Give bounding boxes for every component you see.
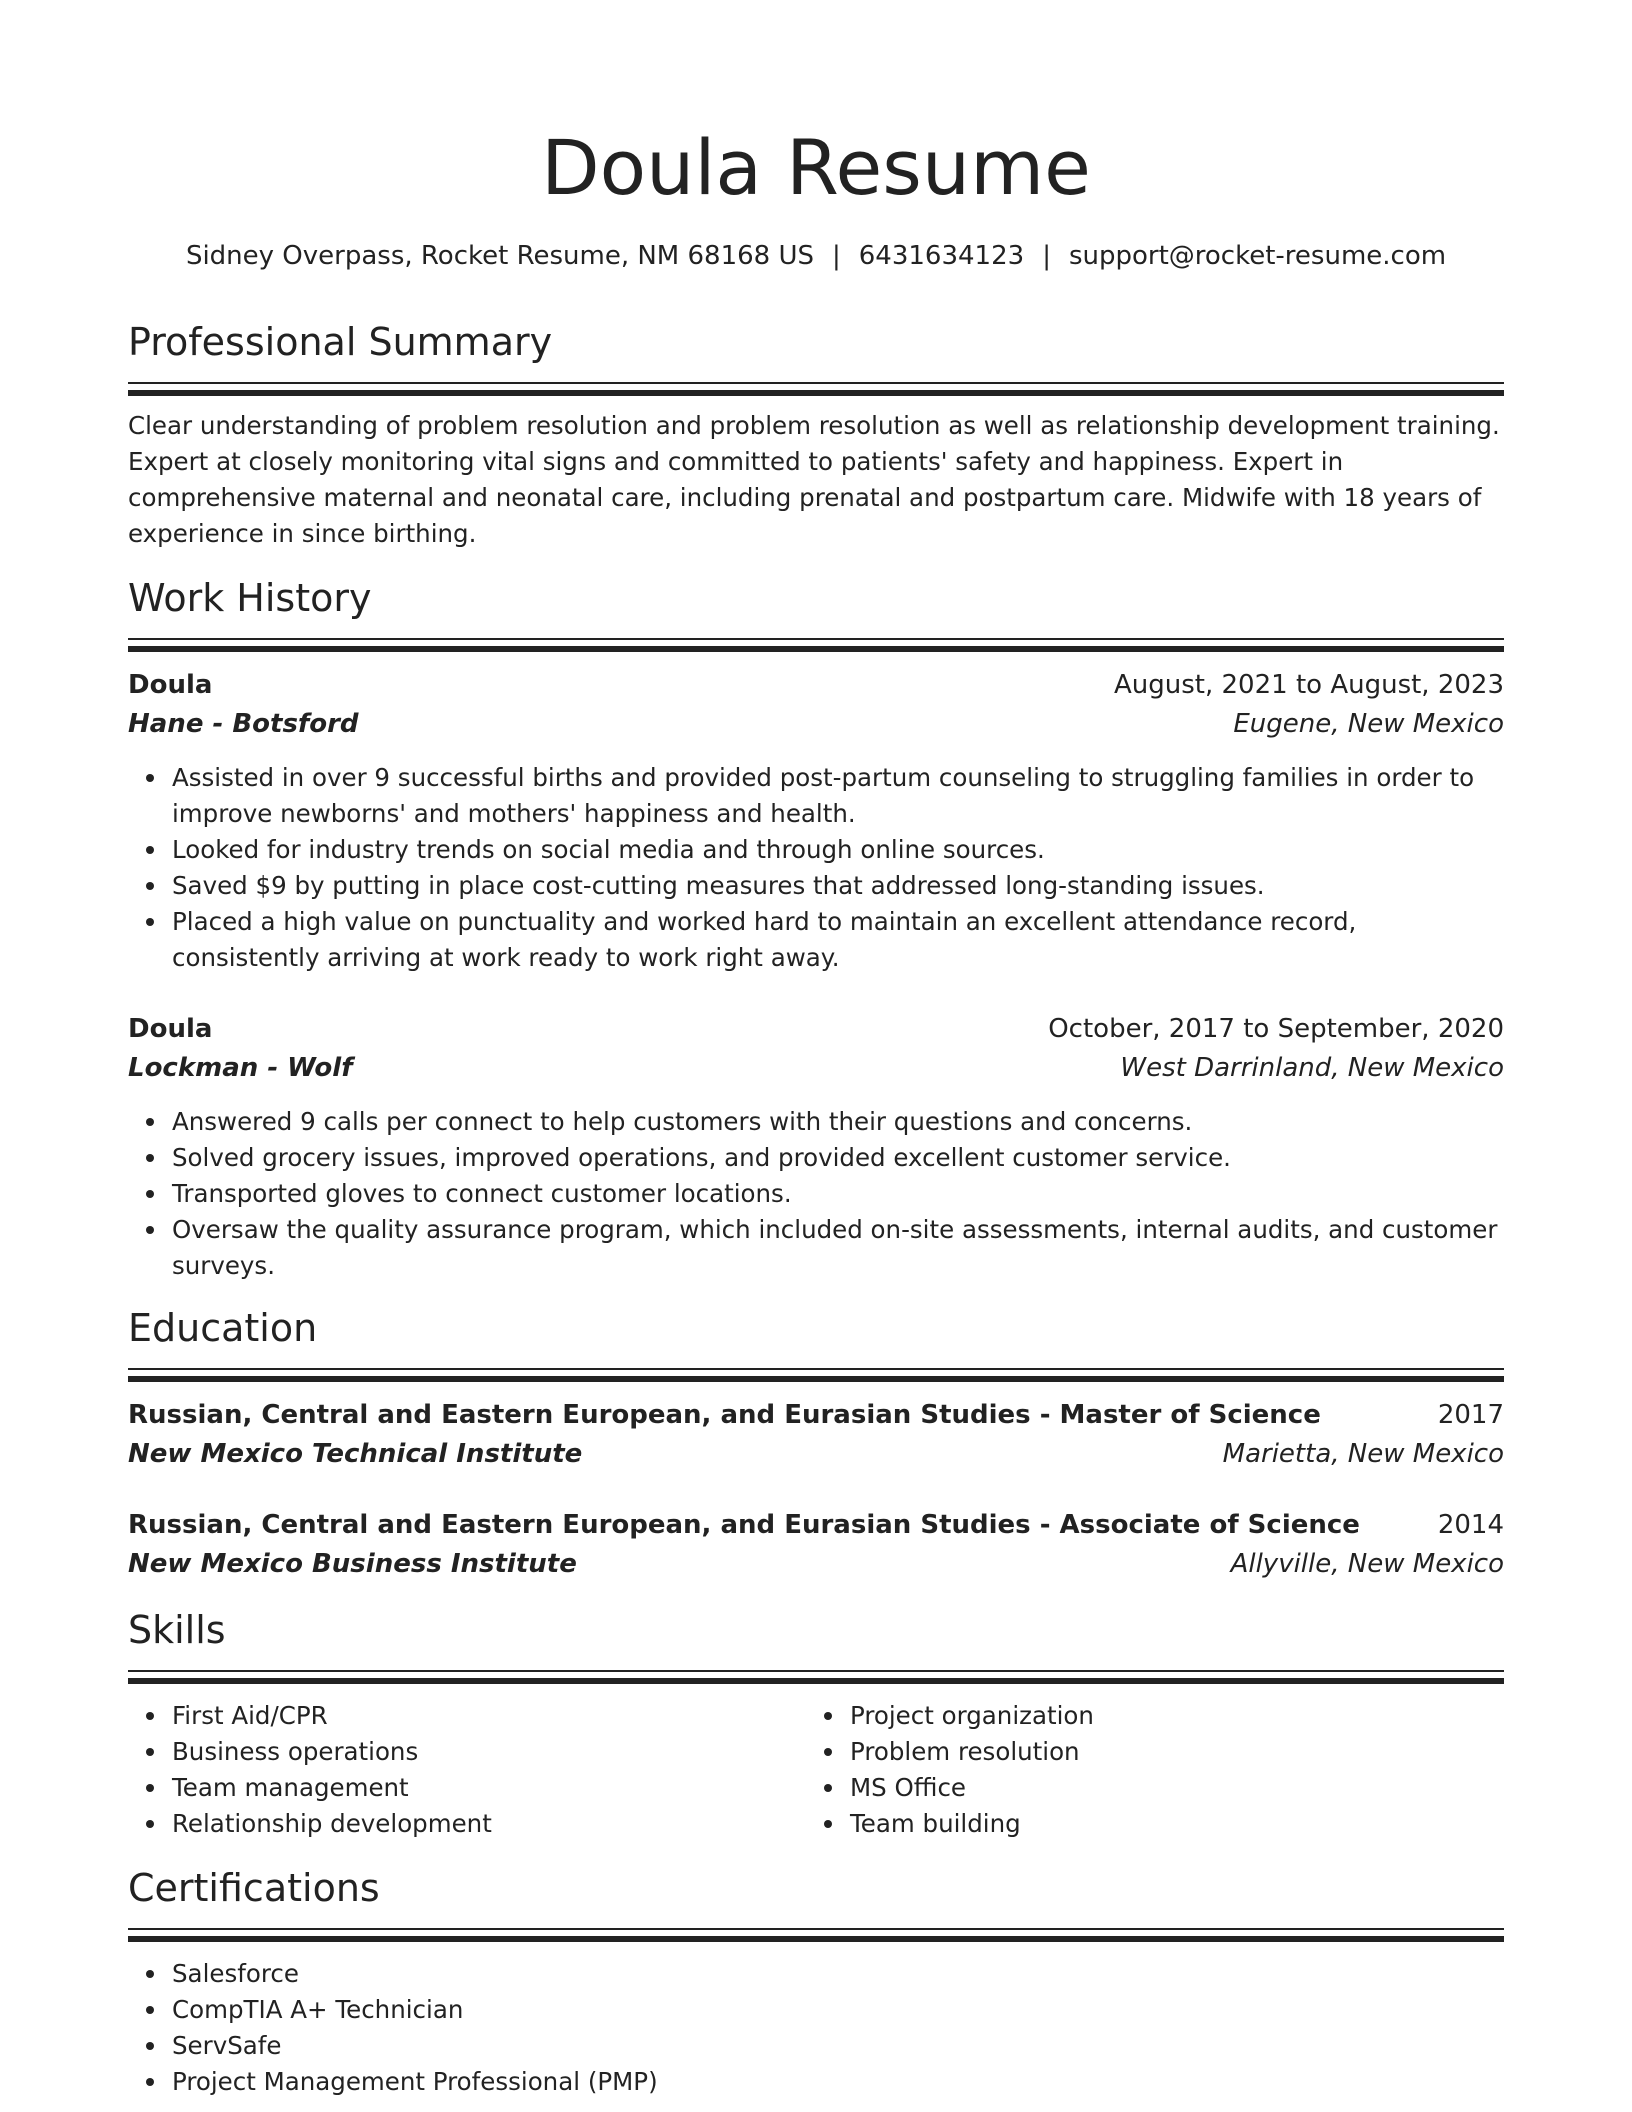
contact-phone: 6431634123 <box>858 241 1025 271</box>
section-divider <box>128 1368 1504 1370</box>
job-dates: August, 2021 to August, 2023 <box>1114 670 1504 700</box>
section-divider <box>128 382 1504 384</box>
section-heading: Certifications <box>128 1866 380 1910</box>
list-item: Saved $9 by putting in place cost-cutting measures that addressed long-standing issues. <box>172 868 1504 904</box>
skills-section <box>128 1604 1504 1848</box>
list-item: Oversaw the quality assurance program, which included on-site assessments, internal audits, and customer surveys. <box>172 1212 1504 1284</box>
education-section <box>128 1302 1504 1584</box>
job-company-row <box>128 1049 1504 1088</box>
list-item: Team building <box>850 1806 1094 1842</box>
section-divider <box>128 1678 1504 1684</box>
list-item: Solved grocery issues, improved operations, and provided excellent customer service. <box>172 1140 1504 1176</box>
summary-text: Clear understanding of problem resolution and problem resolution as well as relationship development training. Expert at closely monitoring vital signs and committed to patients' safety and happiness. Expert in comprehensive maternal and neonatal care, including prenatal and postpartum care. Midwife with 18 years of experience in since birthing. <box>128 411 1500 548</box>
education-degree: Russian, Central and Eastern European, and Eurasian Studies - Master of Science <box>128 1400 1321 1430</box>
list-item: Looked for industry trends on social media and through online sources. <box>172 832 1504 868</box>
education-school: New Mexico Business Institute <box>128 1549 577 1579</box>
section-divider <box>128 638 1504 640</box>
education-school-row <box>128 1435 1504 1474</box>
job-bullets <box>128 760 1504 976</box>
job-location: Eugene, New Mexico <box>1233 709 1504 739</box>
list-item: Team management <box>172 1770 492 1806</box>
section-divider <box>128 390 1504 396</box>
education-entry <box>128 1506 1504 1584</box>
section-divider <box>128 1936 1504 1942</box>
section-divider <box>128 1670 1504 1672</box>
contact-line <box>0 238 1632 274</box>
section-heading: Professional Summary <box>128 320 553 364</box>
education-entry <box>128 1396 1504 1474</box>
job-bullets <box>128 1104 1504 1284</box>
job-company: Hane - Botsford <box>128 709 359 739</box>
contact-separator: | <box>1042 241 1051 271</box>
section-divider <box>128 1376 1504 1382</box>
work-history-section <box>128 572 1504 1284</box>
summary-section <box>128 316 1504 552</box>
section-heading: Work History <box>128 576 372 620</box>
list-item: Project Management Professional (PMP) <box>172 2064 1504 2100</box>
education-degree: Russian, Central and Eastern European, and Eurasian Studies - Associate of Science <box>128 1510 1360 1540</box>
education-school: New Mexico Technical Institute <box>128 1439 583 1469</box>
list-item: MS Office <box>850 1770 1094 1806</box>
job-company-row <box>128 705 1504 744</box>
contact-address: Sidney Overpass, Rocket Resume, NM 68168 US <box>185 241 814 271</box>
job-entry <box>128 1010 1504 1284</box>
list-item: Assisted in over 9 successful births and provided post-partum counseling to struggling families in order to improve newborns' and mothers' happiness and health. <box>172 760 1504 832</box>
list-item: First Aid/CPR <box>172 1698 492 1734</box>
job-location: West Darrinland, New Mexico <box>1120 1053 1504 1083</box>
list-item: Transported gloves to connect customer locations. <box>172 1176 1504 1212</box>
education-location: Allyville, New Mexico <box>1230 1549 1504 1579</box>
certifications-section <box>128 1862 1504 2100</box>
job-header-row <box>128 666 1504 705</box>
skills-list-left <box>128 1698 492 1842</box>
education-header-row <box>128 1396 1504 1435</box>
education-year: 2017 <box>1437 1400 1504 1430</box>
list-item: ServSafe <box>172 2028 1504 2064</box>
section-heading: Skills <box>128 1608 226 1652</box>
contact-email: support@rocket-resume.com <box>1068 241 1447 271</box>
section-divider <box>128 646 1504 652</box>
skills-list-right <box>806 1698 1094 1842</box>
education-header-row <box>128 1506 1504 1545</box>
job-company: Lockman - Wolf <box>128 1053 353 1083</box>
list-item: Project organization <box>850 1698 1094 1734</box>
list-item: Problem resolution <box>850 1734 1094 1770</box>
list-item: Placed a high value on punctuality and worked hard to maintain an excellent attendance record, consistently arriving at work ready to work right away. <box>172 904 1504 976</box>
job-title: Doula <box>128 1014 213 1044</box>
resume-title: Doula Resume <box>541 123 1091 212</box>
section-heading: Education <box>128 1306 318 1350</box>
list-item: Business operations <box>172 1734 492 1770</box>
job-entry <box>128 666 1504 976</box>
education-location: Marietta, New Mexico <box>1222 1439 1504 1469</box>
section-divider <box>128 1928 1504 1930</box>
list-item: Salesforce <box>172 1956 1504 1992</box>
list-item: Answered 9 calls per connect to help customers with their questions and concerns. <box>172 1104 1504 1140</box>
certifications-list <box>128 1956 1504 2100</box>
job-dates: October, 2017 to September, 2020 <box>1048 1014 1504 1044</box>
job-header-row <box>128 1010 1504 1049</box>
list-item: CompTIA A+ Technician <box>172 1992 1504 2028</box>
list-item: Relationship development <box>172 1806 492 1842</box>
job-title: Doula <box>128 670 213 700</box>
education-year: 2014 <box>1437 1510 1504 1540</box>
skills-columns <box>128 1698 1504 1848</box>
contact-separator: | <box>832 241 841 271</box>
education-school-row <box>128 1545 1504 1584</box>
